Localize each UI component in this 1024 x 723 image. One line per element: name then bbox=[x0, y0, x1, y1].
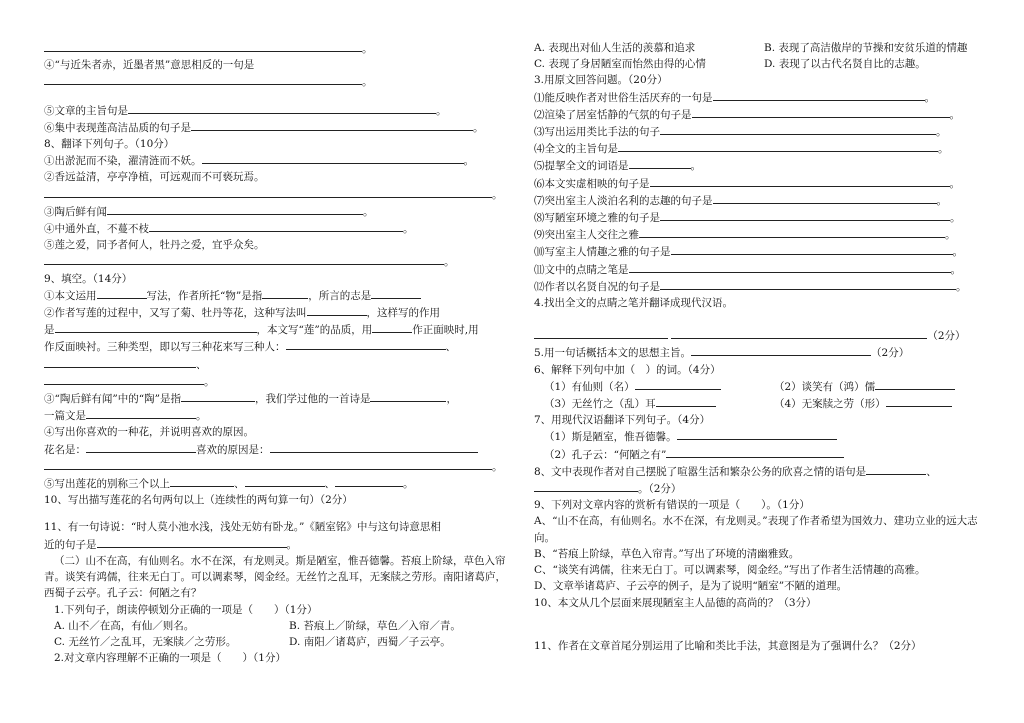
answer-blank[interactable] bbox=[656, 395, 716, 407]
option-d[interactable]: D. 表现了以古代名贤自比的志趣。 bbox=[764, 58, 926, 71]
answer-blank[interactable] bbox=[618, 140, 938, 152]
option-a[interactable]: A. 山不／在高，有仙／则名。 bbox=[54, 619, 195, 632]
question: 花名是： 喜欢的原因是： bbox=[44, 441, 514, 458]
question: ⑼突出室主人交往之雅 。 bbox=[534, 226, 990, 243]
question: 9、下列对文章内容的赏析有错误的一项是（ ）。（1分） bbox=[534, 499, 810, 512]
question: 10、写出描写莲花的名句两句以上（连续性的两句算一句）（2分） bbox=[44, 494, 353, 507]
answer-blank[interactable] bbox=[639, 226, 945, 238]
answer-blank[interactable] bbox=[629, 261, 951, 273]
question: ③“陶后鲜有闻”中的“陶”是指 ，我们学过他的一首诗是 ， bbox=[44, 390, 514, 407]
answer-blank[interactable] bbox=[875, 378, 955, 390]
answer-line: 。 bbox=[44, 73, 514, 90]
question: ④“与近朱者赤，近墨者黑”意思相反的一句是 bbox=[44, 59, 255, 72]
answer-blank[interactable] bbox=[713, 192, 937, 204]
answer-blank[interactable] bbox=[149, 220, 403, 232]
question: ⑸提挈全文的词语是 。 bbox=[534, 157, 990, 174]
question: ⑺突出室主人淡泊名利的志趣的句子是 。 bbox=[534, 192, 990, 209]
left-column bbox=[44, 40, 514, 666]
question: ①本文运用 写法，作者所托“物”是指 ，所言的志是 bbox=[44, 287, 514, 304]
answer-blank[interactable] bbox=[86, 441, 196, 453]
answer-blank[interactable] bbox=[866, 463, 926, 475]
answer-blank[interactable] bbox=[371, 287, 421, 299]
question: ⑤文章的主旨句是 。 bbox=[44, 102, 514, 119]
option-c[interactable]: C. 表现了身居陋室而怡然由得的心情 bbox=[534, 58, 706, 71]
answer-line: 。（2分） bbox=[534, 480, 990, 497]
question: ⑵渲染了居室恬静的气氛的句子是 。 bbox=[534, 106, 990, 123]
question: ②作者写莲的过程中，又写了菊、牡丹等花，这种写法叫 ，这样写的作用 bbox=[44, 304, 514, 321]
answer-blank[interactable] bbox=[307, 304, 367, 316]
answer-line: （2分） bbox=[534, 327, 990, 344]
question: ①出淤泥而不染，濯清涟而不妖。 。 bbox=[44, 152, 514, 169]
question: ⑾文中的点睛之笔是 。 bbox=[534, 261, 990, 278]
question: 是 ，本文写“莲”的品质，用 作正面映时,用 bbox=[44, 321, 514, 338]
question: 5.用一句话概括本文的思想主旨。 （2分） bbox=[534, 344, 990, 361]
answer-line: 。 bbox=[44, 458, 514, 475]
passage-text: （二）山不在高，有仙则名。水不在深，有龙则灵。斯是陋室，惟吾德馨。苔痕上阶绿，草色入帘青。谈笑有鸿儒，往来无白丁。可以调素琴，阅金经。无丝竹之乱耳，无案牍之劳形。南阳诸葛庐，西蜀子云亭。孔子云：何陋之有？ bbox=[44, 554, 506, 600]
answer-blank[interactable] bbox=[692, 106, 950, 118]
answer-blank[interactable] bbox=[660, 209, 950, 221]
answer-blank[interactable] bbox=[677, 428, 837, 440]
answer-blank[interactable] bbox=[86, 407, 196, 419]
answer-blank[interactable] bbox=[713, 89, 925, 101]
option-a[interactable]: A. 表现出对仙人生活的羡慕和追求 bbox=[534, 42, 696, 54]
answer-blank[interactable] bbox=[262, 287, 308, 299]
options-row bbox=[44, 634, 514, 650]
question: 作反面映衬。三种类型，即以写三种花来写三种人： 、 bbox=[44, 338, 514, 355]
answer-blank[interactable] bbox=[97, 287, 147, 299]
right-column bbox=[534, 40, 990, 654]
answer-blank[interactable] bbox=[534, 480, 638, 492]
question: 10、本文从几个层面来展现陋室主人品德的高尚的？（3分） bbox=[534, 596, 817, 609]
question: ⑶写出运用类比手法的句子 。 bbox=[534, 123, 990, 140]
answer-blank[interactable] bbox=[372, 321, 412, 333]
answer-blank[interactable] bbox=[44, 253, 444, 265]
options-row bbox=[534, 56, 990, 72]
options-row: （3）无丝竹之（乱）耳 （4）无案牍之劳（形） bbox=[534, 395, 990, 412]
answer-blank[interactable] bbox=[691, 344, 871, 356]
section-title: 9、填空。（14分） bbox=[44, 272, 133, 285]
question: 一篇文是 。 bbox=[44, 407, 514, 424]
question: （2）孔子云：“何陋之有” bbox=[534, 446, 990, 463]
answer-line: 、 bbox=[44, 356, 514, 373]
answer-blank[interactable] bbox=[671, 327, 927, 339]
answer-blank[interactable] bbox=[635, 378, 721, 390]
option-d[interactable]: D. 南阳／诸葛庐，西蜀／子云亭。 bbox=[289, 635, 451, 648]
option-a[interactable]: A、“山不在高，有仙则名。水不在深，有龙则灵。”表现了作者希望为国效力、建功立业的远大志向。 bbox=[534, 515, 978, 544]
answer-blank[interactable] bbox=[270, 441, 478, 453]
question: ⑷全文的主旨句是 。 bbox=[534, 140, 990, 157]
answer-blank[interactable] bbox=[44, 73, 362, 85]
question: 近的句子是 。 bbox=[44, 536, 514, 553]
answer-line: 。 bbox=[44, 373, 514, 390]
question: ⑿作者以名贤自况的句子是 。 bbox=[534, 278, 990, 295]
answer-blank[interactable] bbox=[660, 278, 956, 290]
question: ④中通外直，不蔓不枝 。 bbox=[44, 220, 514, 237]
answer-blank[interactable] bbox=[44, 458, 492, 470]
section-title: 3.用原文回答问题。（20分） bbox=[534, 74, 668, 87]
question: ⑤写出莲花的别称三个以上 、 、 。 bbox=[44, 475, 514, 492]
question: ④写出你喜欢的一种花，并说明喜欢的原因。 bbox=[44, 426, 254, 439]
answer-line: 。 bbox=[44, 253, 514, 270]
answer-blank[interactable] bbox=[202, 152, 464, 164]
answer-blank[interactable] bbox=[191, 119, 473, 131]
question: 8、文中表现作者对自己摆脱了喧嚣生活和繁杂公务的欣喜之情的语句是 、 bbox=[534, 463, 990, 480]
question: ⑻写陋室环境之雅的句子是 。 bbox=[534, 209, 990, 226]
answer-blank[interactable] bbox=[107, 203, 363, 215]
answer-blank[interactable] bbox=[534, 327, 668, 339]
option-c[interactable]: C. 无丝竹／之乱耳，无案牍／之劳形。 bbox=[54, 635, 237, 648]
question: ⑥集中表现莲高洁品质的句子是 。 bbox=[44, 119, 514, 136]
question: 11、作者在文章首尾分别运用了比喻和类比手法，其意图是为了强调什么？（2分） bbox=[534, 639, 922, 652]
answer-blank[interactable] bbox=[886, 395, 952, 407]
answer-blank[interactable] bbox=[629, 157, 691, 169]
question: 6、解释下列句中加（ ）的词。（4分） bbox=[534, 363, 721, 376]
question: ⑴能反映作者对世俗生活厌弃的一句是 。 bbox=[534, 89, 990, 106]
option-b[interactable]: B. 苔痕上／阶绿，草色／入帘／青。 bbox=[289, 619, 461, 632]
question: （1）斯是陋室，惟吾德馨。 bbox=[534, 428, 990, 445]
question: 1.下列句子，朗读停顿划分正确的一项是（ ）（1分） bbox=[54, 603, 318, 616]
answer-line: 。 bbox=[44, 40, 514, 57]
answer-blank[interactable] bbox=[44, 356, 196, 368]
option-c[interactable]: C、“谈笑有鸿儒，往来无白丁。可以调素琴，阅金经。”写出了作者生活情趣的高雅。 bbox=[534, 564, 926, 577]
answer-blank[interactable] bbox=[44, 186, 492, 198]
options-row: （1）有仙则（名） （2）谈笑有（鸿）儒 bbox=[534, 378, 990, 395]
question: ⑤莲之爱，同予者何人，牡丹之爱，宜乎众矣。 bbox=[44, 239, 265, 252]
answer-blank[interactable] bbox=[44, 40, 362, 52]
question: ⑹本文实虚相映的句子是 。 bbox=[534, 175, 990, 192]
answer-blank[interactable] bbox=[97, 536, 287, 548]
option-d[interactable]: D、文章举诸葛庐、子云亭的例子，是为了说明“陋室”不陋的道理。 bbox=[534, 580, 848, 593]
question: 4.找出全文的点睛之笔并翻译成现代汉语。 bbox=[534, 297, 734, 310]
option-b[interactable]: B. 表现了高洁傲岸的节操和安贫乐道的情趣 bbox=[764, 42, 968, 54]
answer-blank[interactable] bbox=[286, 338, 446, 350]
answer-blank[interactable] bbox=[181, 390, 255, 402]
question: ②香远益清，亭亭净植，可远观而不可亵玩焉。 bbox=[44, 171, 265, 184]
answer-blank[interactable] bbox=[660, 123, 936, 135]
answer-blank[interactable] bbox=[55, 321, 257, 333]
answer-blank[interactable] bbox=[44, 373, 204, 385]
answer-blank[interactable] bbox=[370, 390, 446, 402]
options-row bbox=[534, 40, 990, 56]
question: ③陶后鲜有闻 。 bbox=[44, 203, 514, 220]
answer-blank[interactable] bbox=[335, 475, 403, 487]
answer-blank[interactable] bbox=[245, 475, 325, 487]
question: 11、有一句诗说：“时人莫小池水浅，浅处无妨有卧龙。”《陋室铭》中与这句诗意思相 bbox=[44, 521, 441, 534]
option-b[interactable]: B、“苔痕上阶绿，草色入帘青。”写出了环境的清幽雅致。 bbox=[534, 547, 800, 560]
answer-blank[interactable] bbox=[650, 175, 950, 187]
answer-blank[interactable] bbox=[671, 243, 953, 255]
options-row bbox=[44, 618, 514, 634]
question: ⑽写室主人情趣之雅的句子是 。 bbox=[534, 243, 990, 260]
answer-line: 。 bbox=[44, 186, 514, 203]
section-title: 8、翻译下列句子。（10分） bbox=[44, 138, 175, 151]
answer-blank[interactable] bbox=[170, 475, 234, 487]
answer-blank[interactable] bbox=[128, 102, 436, 114]
answer-blank[interactable] bbox=[666, 446, 844, 458]
question: 7、用现代汉语翻译下列句子。（4分） bbox=[534, 414, 711, 427]
question: 2.对文章内容理解不正确的一项是（ ）（1分） bbox=[54, 652, 286, 665]
